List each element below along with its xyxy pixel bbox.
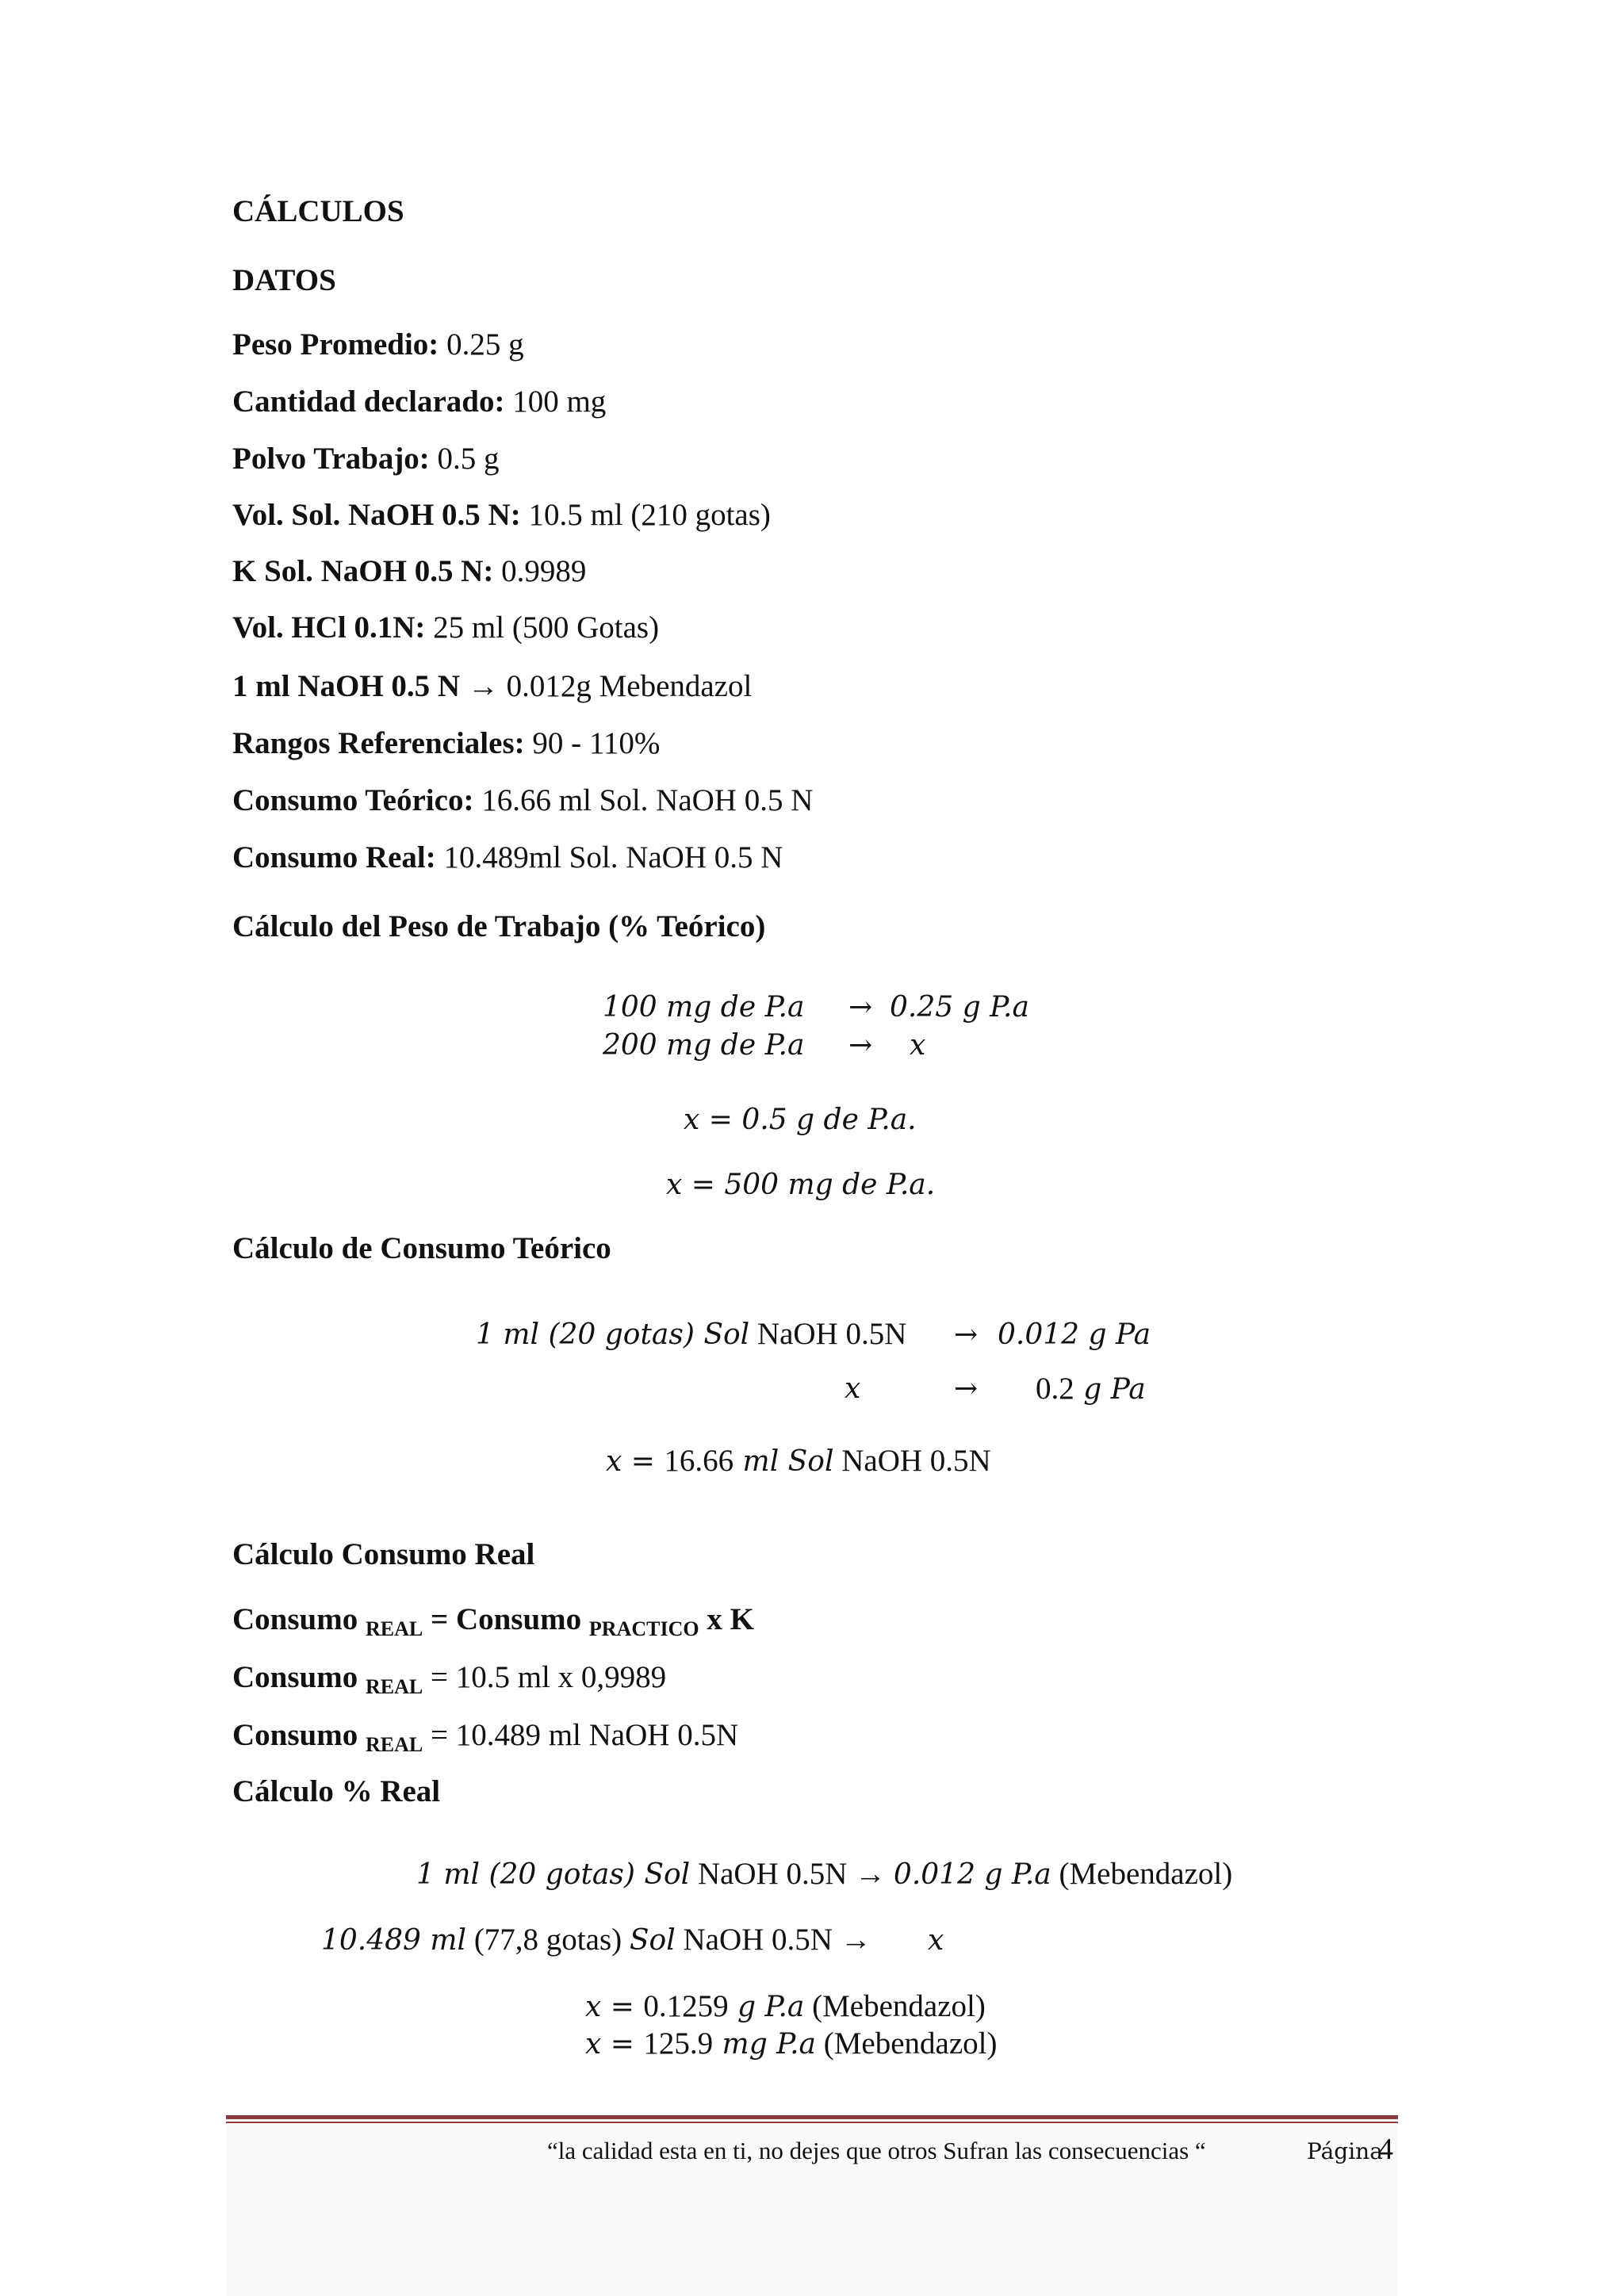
dato-consumo-real: Consumo Real: 10.489ml Sol. NaOH 0.5 N xyxy=(232,840,783,874)
consumo-teorico-r1-right: 0.012 g Pa xyxy=(998,1318,1151,1351)
dato-vol-sol-naoh: Vol. Sol. NaOH 0.5 N: 10.5 ml (210 gotas) xyxy=(232,498,771,532)
dato-cantidad-declarado: Cantidad declarado: 100 mg xyxy=(232,385,607,419)
dato-rangos-referenciales: Rangos Referenciales: 90 - 110% xyxy=(232,726,661,760)
consumo-real-eq1: Consumo $_{REAL}$ = Consumo $_{PRACTICO}$ x K xyxy=(232,1602,754,1640)
arrow-icon: → xyxy=(848,991,873,1024)
dato-k-sol-naoh: K Sol. NaOH 0.5 N: 0.9989 xyxy=(232,554,587,588)
title-consumo-teorico: Cálculo de Consumo Teórico xyxy=(232,1231,611,1265)
consumo-teorico-r2-right: 0.2 g Pa xyxy=(1036,1372,1146,1406)
consumo-teorico-result: x = 16.66 ml Sol NaOH 0.5N xyxy=(606,1444,991,1478)
arrow-icon: → xyxy=(848,1029,873,1062)
arrow-icon: → xyxy=(954,1372,979,1405)
consumo-real-eq2: Consumo $_{REAL}$ = 10.5 ml x 0,9989 xyxy=(232,1660,667,1698)
porcentaje-real-r1: 1 ml (20 gotas) Sol NaOH 0.5N → 0.012 g P.a (Mebendazol) xyxy=(416,1857,1233,1891)
title-consumo-real: Cálculo Consumo Real xyxy=(232,1537,535,1571)
consumo-real-eq3: Consumo $_{REAL}$ = 10.489 ml NaOH 0.5N xyxy=(232,1718,739,1756)
arrow-icon: → xyxy=(954,1318,979,1351)
consumo-teorico-r2-x: x xyxy=(845,1372,861,1405)
consumo-teorico-r1: 1 ml (20 gotas) Sol NaOH 0.5N xyxy=(476,1317,907,1351)
peso-trabajo-result-2: x = 500 mg de P.a. xyxy=(666,1169,936,1201)
peso-trabajo-r1-left: 100 mg de P.a xyxy=(603,991,805,1024)
footer-rule-thin xyxy=(226,2122,1398,2123)
porcentaje-real-result-2: x = 125.9 mg P.a (Mebendazol) xyxy=(585,2026,998,2061)
porcentaje-real-r2: 10.489 ml (77,8 gotas) Sol NaOH 0.5N → xyxy=(321,1923,871,1957)
peso-trabajo-result-1: x = 0.5 g de P.a. xyxy=(684,1104,917,1136)
peso-trabajo-r2-right: x xyxy=(910,1029,926,1062)
dato-vol-hcl: Vol. HCl 0.1N: 25 ml (500 Gotas) xyxy=(232,610,660,645)
peso-trabajo-r2-left: 200 mg de P.a xyxy=(603,1029,805,1062)
heading-datos: DATOS xyxy=(232,263,336,297)
porcentaje-real-result-1: x = 0.1259 g P.a (Mebendazol) xyxy=(585,1989,986,2023)
dato-consumo-teorico: Consumo Teórico: 16.66 ml Sol. NaOH 0.5 N xyxy=(232,783,814,817)
dato-peso-promedio: Peso Promedio: 0.25 g xyxy=(232,327,524,362)
footer-page-label: Página xyxy=(1307,2138,1383,2164)
peso-trabajo-r1-right: 0.25 g P.a xyxy=(890,991,1029,1024)
footer-rule xyxy=(226,2115,1398,2119)
footer-quote: “la calidad esta en ti, no dejes que otros Sufran las consecuencias “ xyxy=(547,2137,1206,2164)
dato-equivalencia: 1 ml NaOH 0.5 N → 0.012g Mebendazol xyxy=(232,669,753,703)
title-porcentaje-real: Cálculo % Real xyxy=(232,1774,441,1808)
title-peso-trabajo: Cálculo del Peso de Trabajo (% Teórico) xyxy=(232,909,766,943)
dato-polvo-trabajo: Polvo Trabajo: 0.5 g xyxy=(232,442,500,476)
footer-page-number: 4 xyxy=(1378,2133,1393,2166)
heading-calculos: CÁLCULOS xyxy=(232,194,404,228)
porcentaje-real-r2-x: x xyxy=(928,1924,944,1957)
